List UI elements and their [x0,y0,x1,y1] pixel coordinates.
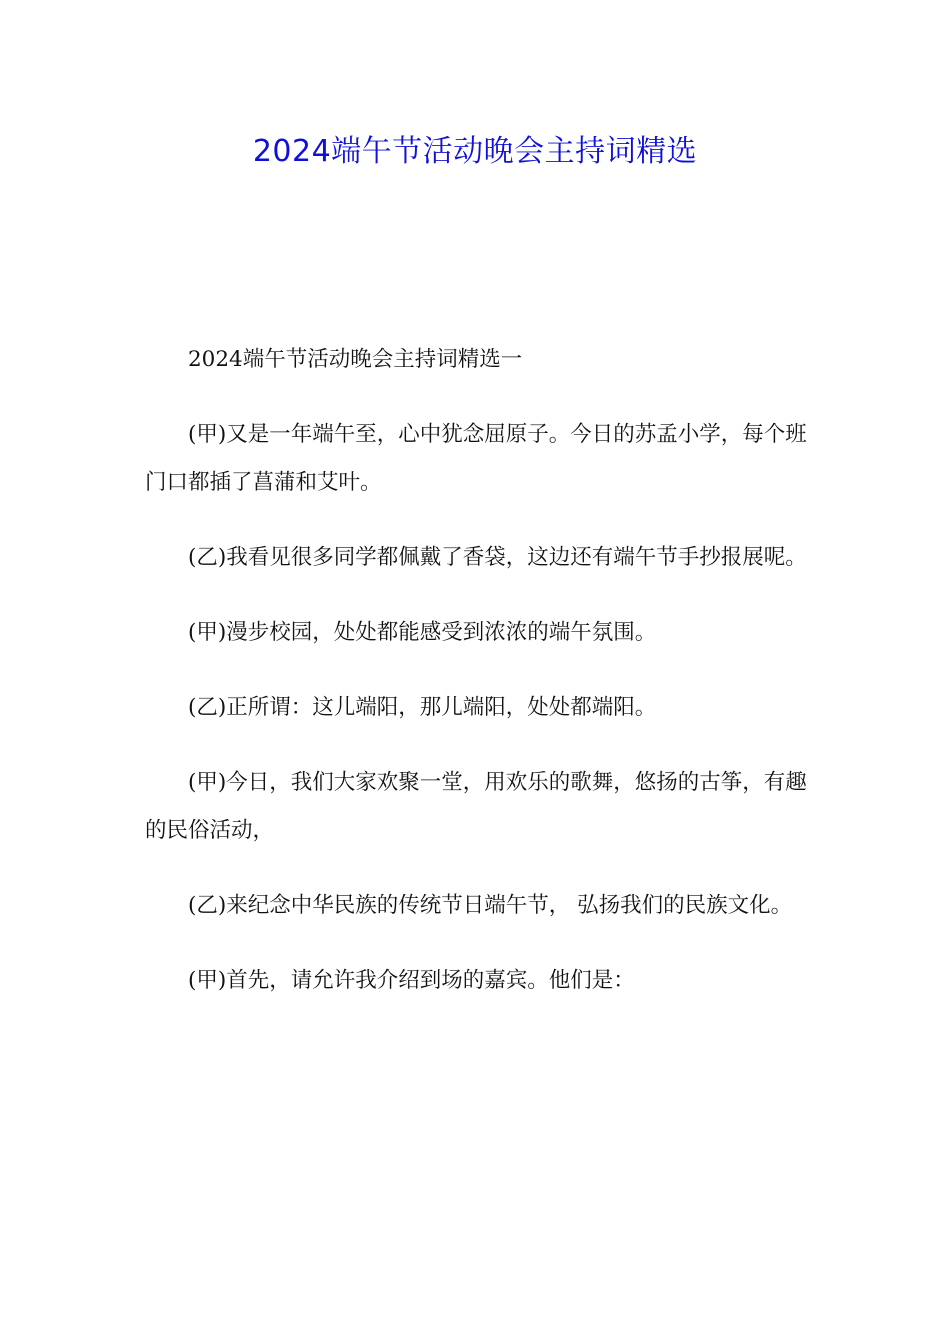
paragraph-section-heading: 2024端午节活动晚会主持词精选一 [188,347,523,372]
paragraph: (乙)我看见很多同学都佩戴了香袋，这边还有端午节手抄报展呢。 [188,545,807,570]
paragraph: (甲)今日，我们大家欢聚一堂，用欢乐的歌舞，悠扬的古筝，有趣的民俗活动， [145,770,807,843]
paragraph: (乙)正所谓：这儿端阳，那儿端阳，处处都端阳。 [188,695,657,720]
paragraph: (甲)漫步校园，处处都能感受到浓浓的端午氛围。 [188,620,657,645]
paragraph: (甲)首先，请允许我介绍到场的嘉宾。他们是： [188,968,635,993]
document-title: 2024端午节活动晚会主持词精选 [252,134,698,169]
paragraph: (甲)又是一年端午至，心中犹念屈原子。今日的苏孟小学，每个班门口都插了菖蒲和艾叶。 [145,422,807,495]
paragraph: (乙)来纪念中华民族的传统节日端午节， 弘扬我们的民族文化。 [188,893,793,918]
document-body [145,336,810,1032]
